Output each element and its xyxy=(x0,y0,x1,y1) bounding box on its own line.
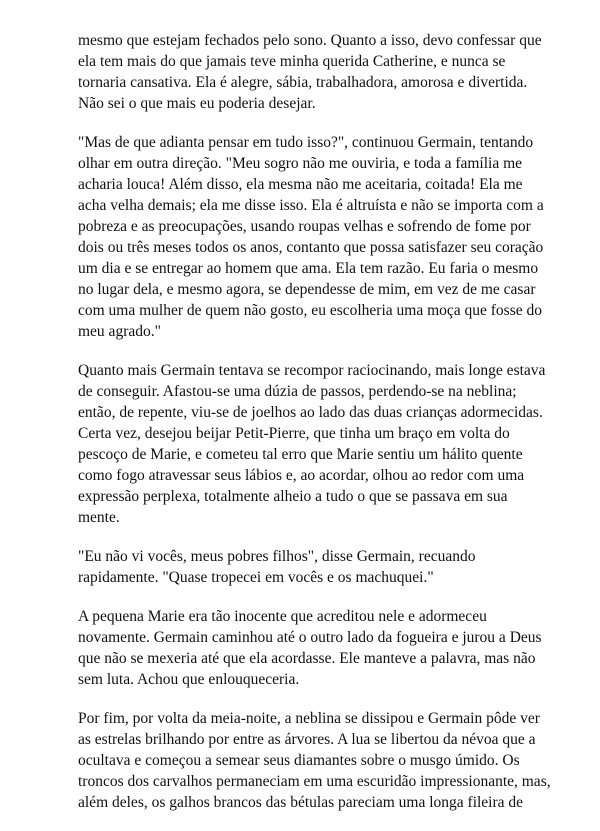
text-line: com uma mulher de quem não gosto, eu escolheria uma moça que fosse do xyxy=(78,302,543,319)
text-line: então, de repente, viu-se de joelhos ao lado das duas crianças adormecidas. xyxy=(78,404,543,421)
text-line: troncos dos carvalhos permaneciam em uma escuridão impressionante, mas, xyxy=(78,773,551,790)
text-line: Quanto mais Germain tentava se recompor raciocinando, mais longe estava xyxy=(78,362,546,379)
text-line: Não sei o que mais eu poderia desejar. xyxy=(78,95,316,112)
text-line: pobreza e as preocupações, usando roupas velhas e sofrendo de fome por xyxy=(78,218,531,235)
text-line: rapidamente. "Quase tropecei em vocês e os machuquei." xyxy=(78,569,434,586)
text-line: sem luta. Achou que enlouqueceria. xyxy=(78,671,300,688)
text-line: Por fim, por volta da meia-noite, a neblina se dissipou e Germain pôde ver xyxy=(78,710,540,727)
text-line: dois ou três meses todos os anos, contanto que possa satisfazer seu coração xyxy=(78,239,544,256)
text-line: além deles, os galhos brancos das bétulas pareciam uma longa fileira de xyxy=(78,794,524,811)
text-line: meu agrado." xyxy=(78,323,161,340)
text-line: ela tem mais do que jamais teve minha querida Catherine, e nunca se xyxy=(78,53,506,70)
text-line: ocultava e começou a semear seus diamantes sobre o musgo úmido. Os xyxy=(78,752,520,769)
text-line: mente. xyxy=(78,509,120,526)
paragraph-5 xyxy=(78,606,542,690)
paragraph-2 xyxy=(78,132,544,342)
document-page xyxy=(78,30,551,831)
paragraph-1 xyxy=(78,30,542,114)
text-line: "Mas de que adianta pensar em tudo isso?", continuou Germain, tentando xyxy=(78,134,534,151)
text-line: um dia e se entregar ao homem que ama. Ela tem razão. Eu faria o mesmo xyxy=(78,260,539,277)
text-line: "Eu não vi vocês, meus pobres filhos", disse Germain, recuando xyxy=(78,548,476,565)
text-line: pescoço de Marie, e cometeu tal erro que Marie sentiu um hálito quente xyxy=(78,446,523,463)
text-line: olhar em outra direção. "Meu sogro não me ouviria, e toda a família me xyxy=(78,155,523,172)
text-line: tornaria cansativa. Ela é alegre, sábia, trabalhadora, amorosa e divertida. xyxy=(78,74,528,91)
text-line: mesmo que estejam fechados pelo sono. Quanto a isso, devo confessar que xyxy=(78,32,542,49)
text-line: no lugar dela, e mesmo agora, se dependesse de mim, em vez de me casar xyxy=(78,281,536,298)
text-line: de conseguir. Afastou-se uma dúzia de passos, perdendo-se na neblina; xyxy=(78,383,517,400)
text-line: que não se mexeria até que ela acordasse. Ele manteve a palavra, mas não xyxy=(78,650,536,667)
text-line: Certa vez, desejou beijar Petit-Pierre, que tinha um braço em volta do xyxy=(78,425,510,442)
paragraph-6 xyxy=(78,708,551,813)
text-line: como fogo atravessar seus lábios e, ao acordar, olhou ao redor com uma xyxy=(78,467,525,484)
text-line: acharia louca! Além disso, ela mesma não me aceitaria, coitada! Ela me xyxy=(78,176,523,193)
text-line: as estrelas brilhando por entre as árvores. A lua se libertou da névoa que a xyxy=(78,731,536,748)
text-line: novamente. Germain caminhou até o outro lado da fogueira e jurou a Deus xyxy=(78,629,542,646)
text-line: acha velha demais; ela me disse isso. Ela é altruísta e não se importa com a xyxy=(78,197,544,214)
paragraph-4 xyxy=(78,546,538,588)
paragraph-3 xyxy=(78,360,546,528)
text-line: A pequena Marie era tão inocente que acreditou nele e adormeceu xyxy=(78,608,487,625)
text-line: expressão perplexa, totalmente alheio a tudo o que se passava em sua xyxy=(78,488,508,505)
